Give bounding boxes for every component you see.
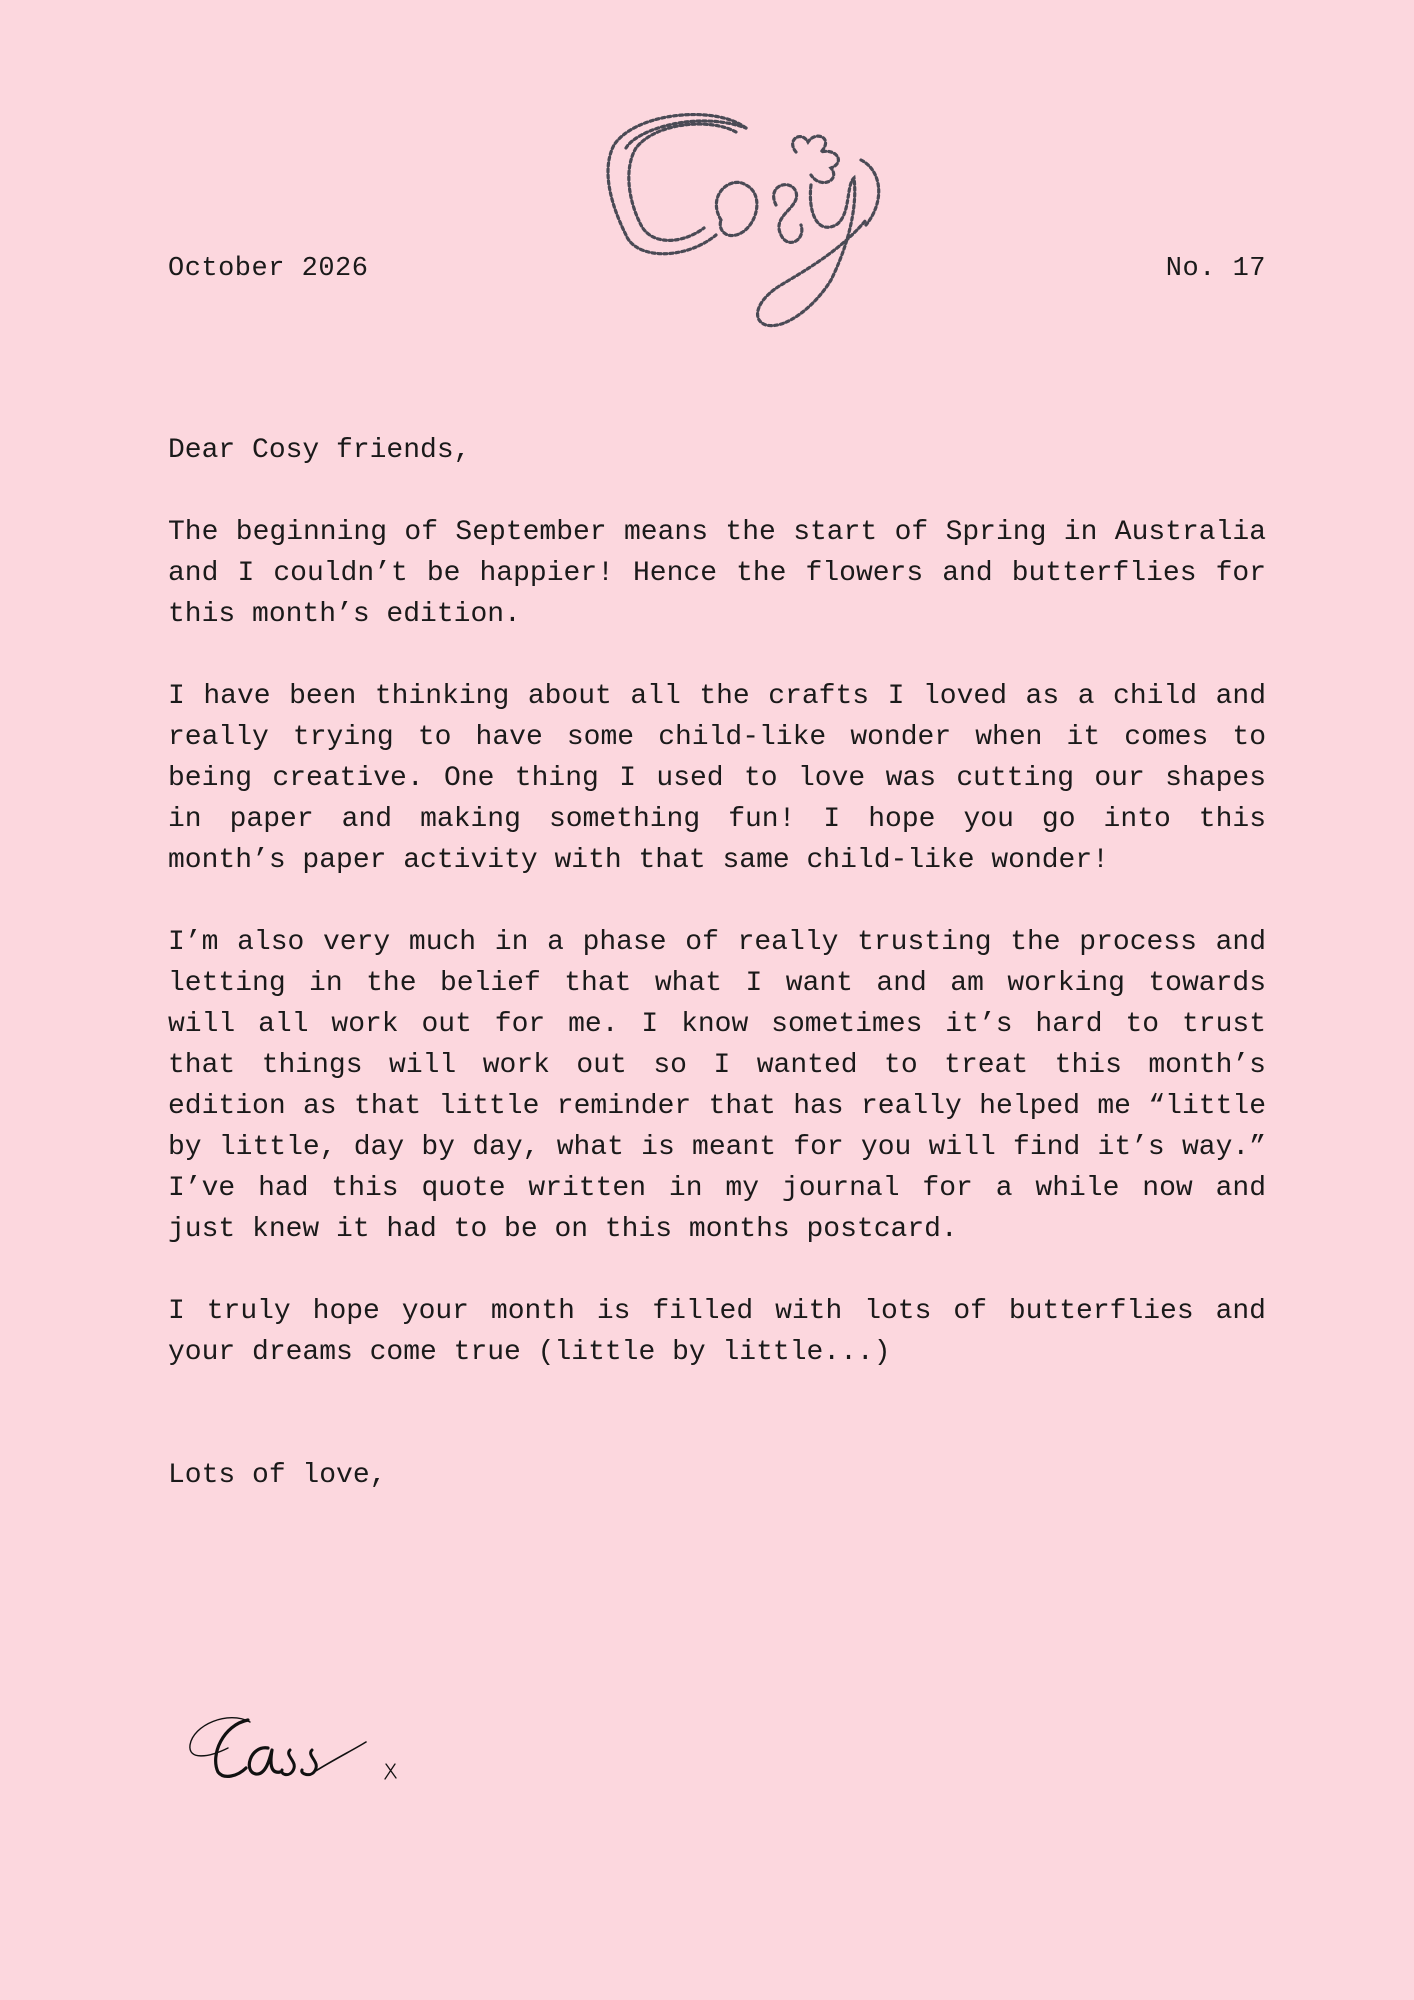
letter-paragraph: I’m also very much in a phase of really trusting the process and letting in the belief that what I want and am working towards will all work out for me. I know sometimes it’s hard to trust that things will work out so I wanted to treat this month’s edition as that little reminder that has really helped me “little by little, day by day, what is meant for you will find it’s way.” I’ve had this quote written in my journal for a while now and just knew it had to be on this months postcard. xyxy=(168,927,1266,1245)
handwritten-signature xyxy=(188,1700,438,1800)
salutation: Dear Cosy friends, xyxy=(168,435,471,466)
closing: Lots of love, xyxy=(168,1460,387,1491)
header-issue-number: No. 17 xyxy=(1165,254,1266,284)
header-date: October 2026 xyxy=(168,254,369,284)
letter-paragraph: The beginning of September means the start of Spring in Australia and I couldn’t be happier! Hence the flowers and butterflies for this month’s edition. xyxy=(168,517,1266,630)
cosy-logo-icon xyxy=(596,100,896,350)
letter-paragraph: I have been thinking about all the crafts I loved as a child and really trying to have some child-like wonder when it comes to being creative. One thing I used to love was cutting our shapes in paper and making something fun! I hope you go into this month’s paper activity with that same child-like wonder! xyxy=(168,681,1266,876)
letter-body xyxy=(168,430,1266,1496)
letter-paragraph: I truly hope your month is filled with lots of butterflies and your dreams come true (little by little...) xyxy=(168,1296,1266,1368)
